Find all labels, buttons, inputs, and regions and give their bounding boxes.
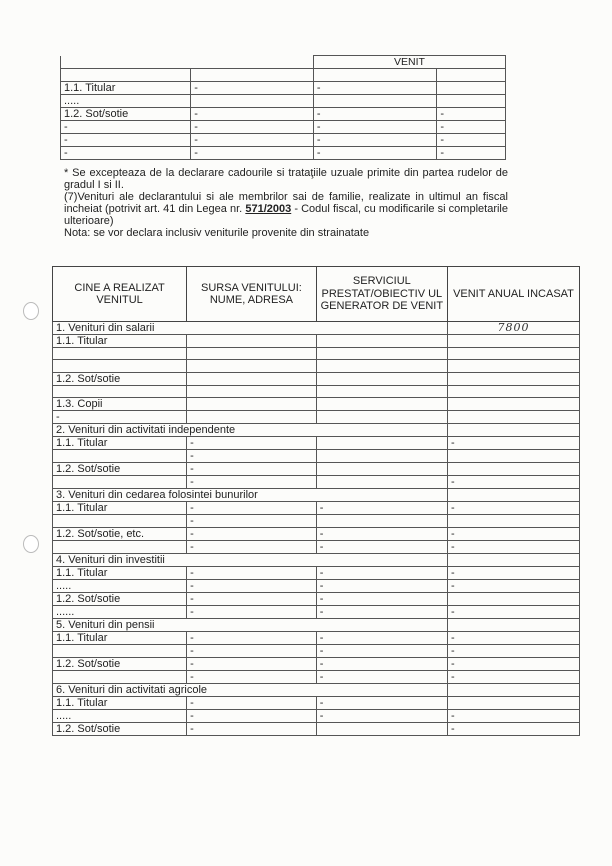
cell: [187, 348, 317, 360]
row-label: 1.1. Titular: [53, 335, 187, 348]
row-label: 1.2. Sot/sotie, etc.: [53, 528, 187, 541]
cell: -: [187, 723, 317, 736]
cell: -: [187, 593, 317, 606]
table-row: [53, 606, 580, 619]
cell: -: [191, 121, 314, 134]
cell: -: [447, 567, 579, 580]
cell: -: [447, 502, 579, 515]
table-row: [61, 95, 506, 108]
col-header-source: SURSA VENITULUI: NUME, ADRESA: [187, 267, 317, 322]
col-header-who: CINE A REALIZAT VENITUL: [53, 267, 187, 322]
cell: -: [316, 697, 447, 710]
cell: -: [187, 541, 317, 554]
cell: -: [313, 134, 436, 147]
table-row: [53, 372, 580, 385]
cell: -: [191, 108, 314, 121]
section-title: 4. Venituri din investitii: [53, 554, 448, 567]
section-row: [53, 554, 580, 567]
cell: -: [187, 515, 317, 528]
table-row: [53, 515, 580, 528]
row-label: ......: [53, 606, 187, 619]
cell: [316, 360, 447, 372]
cell: -: [447, 671, 579, 684]
cell: -: [437, 108, 506, 121]
row-label: .....: [53, 710, 187, 723]
row-label: [53, 385, 187, 397]
header-blank: [61, 56, 314, 69]
row-label: 1.2. Sot/sotie: [53, 372, 187, 385]
cell: -: [316, 710, 447, 723]
table-row: [53, 723, 580, 736]
cell: [187, 360, 317, 372]
cell: [316, 411, 447, 424]
cell: -: [316, 580, 447, 593]
cell: [316, 450, 447, 463]
cell: [316, 463, 447, 476]
table-row: [53, 567, 580, 580]
row-label: 1.1. Titular: [53, 567, 187, 580]
row-label: 1.1. Titular: [61, 82, 191, 95]
cell: -: [447, 632, 579, 645]
cell: [447, 360, 579, 372]
cell: -: [447, 528, 579, 541]
row-label: -: [53, 411, 187, 424]
handwritten-amount: [447, 684, 579, 697]
section-title: 2. Venituri din activitati independente: [53, 424, 448, 437]
table-row: [53, 528, 580, 541]
cell: [316, 437, 447, 450]
table-row: [53, 671, 580, 684]
cell: -: [447, 580, 579, 593]
table-row: [53, 360, 580, 372]
row-label: [53, 476, 187, 489]
table-row: [53, 450, 580, 463]
cell: [316, 385, 447, 397]
handwritten-amount: [447, 424, 579, 437]
cell: -: [316, 632, 447, 645]
handwritten-amount: 7800: [447, 322, 579, 335]
row-label: 1.3. Copii: [53, 398, 187, 411]
cell: [191, 95, 314, 108]
table-row: [53, 541, 580, 554]
row-label: [53, 348, 187, 360]
cell: [187, 411, 317, 424]
section-title: 1. Venituri din salarii: [53, 322, 448, 335]
cell: -: [316, 502, 447, 515]
cell: -: [187, 658, 317, 671]
cell: -: [316, 658, 447, 671]
note-gifts: * Se excepteaza de la declarare cadourile si trataţiile uzuale primite din partea rudelor de gradul I si II.: [64, 167, 508, 191]
row-label: -: [61, 121, 191, 134]
col-header-service: SERVICIUL PRESTAT/OBIECTIV UL GENERATOR DE VENIT: [316, 267, 447, 322]
cell: -: [447, 645, 579, 658]
cell: -: [187, 567, 317, 580]
cell: -: [316, 567, 447, 580]
cell: -: [187, 671, 317, 684]
cell: -: [187, 606, 317, 619]
cell: [437, 69, 506, 82]
table-row: [53, 593, 580, 606]
cell: -: [447, 606, 579, 619]
table-row: [53, 398, 580, 411]
cell: -: [447, 437, 579, 450]
row-label: [53, 645, 187, 658]
table-row: [53, 502, 580, 515]
cell: [437, 82, 506, 95]
cell: -: [187, 580, 317, 593]
cell: [187, 372, 317, 385]
cell: -: [187, 437, 317, 450]
table-row: [61, 134, 506, 147]
table-row: [53, 580, 580, 593]
cell: -: [447, 658, 579, 671]
punch-hole: [23, 535, 39, 553]
table-row: [53, 437, 580, 450]
cell: -: [187, 476, 317, 489]
table-row: [53, 385, 580, 397]
cell: -: [313, 147, 436, 160]
table-row: [53, 697, 580, 710]
row-label: [53, 671, 187, 684]
cell: [447, 411, 579, 424]
cell: -: [447, 710, 579, 723]
table-row: [61, 82, 506, 95]
table-row: [53, 335, 580, 348]
table-row: [53, 463, 580, 476]
cell: -: [316, 645, 447, 658]
table-row: [61, 108, 506, 121]
cell: -: [316, 528, 447, 541]
income-table-top: [60, 55, 506, 160]
header-venit: VENIT: [313, 56, 505, 69]
cell: [313, 95, 436, 108]
cell: -: [316, 671, 447, 684]
cell: [447, 463, 579, 476]
cell: -: [316, 593, 447, 606]
cell: [191, 69, 314, 82]
cell: [187, 335, 317, 348]
cell: [447, 450, 579, 463]
table-row: [61, 147, 506, 160]
cell: -: [187, 697, 317, 710]
cell: -: [187, 710, 317, 723]
col-header-income: VENIT ANUAL INCASAT: [447, 267, 579, 322]
row-label: 1.2. Sot/sotie: [53, 658, 187, 671]
cell: -: [313, 82, 436, 95]
table-row: [53, 411, 580, 424]
cell: [316, 515, 447, 528]
cell: [316, 476, 447, 489]
cell: -: [437, 147, 506, 160]
cell: -: [437, 134, 506, 147]
cell: -: [447, 541, 579, 554]
cell: -: [191, 134, 314, 147]
row-label: [53, 360, 187, 372]
cell: [447, 385, 579, 397]
section-row: [53, 424, 580, 437]
cell: [447, 697, 579, 710]
cell: -: [191, 82, 314, 95]
table-row: [53, 348, 580, 360]
cell: -: [313, 108, 436, 121]
section-row: [53, 684, 580, 697]
cell: [447, 335, 579, 348]
cell: -: [316, 541, 447, 554]
row-label: 1.2. Sot/sotie: [53, 463, 187, 476]
cell: -: [187, 463, 317, 476]
table-row: [61, 121, 506, 134]
cell: -: [187, 645, 317, 658]
cell: -: [447, 723, 579, 736]
table-row: [53, 710, 580, 723]
row-label: .....: [61, 95, 191, 108]
cell: [187, 385, 317, 397]
cell: [313, 69, 436, 82]
row-label: [53, 450, 187, 463]
cell: [447, 348, 579, 360]
cell: [187, 398, 317, 411]
cell: -: [316, 606, 447, 619]
row-label: 1.2. Sot/sotie: [61, 108, 191, 121]
table-row: [53, 632, 580, 645]
cell: [447, 593, 579, 606]
section-row: [53, 619, 580, 632]
table-row: [61, 69, 506, 82]
cell: -: [191, 147, 314, 160]
cell: [316, 348, 447, 360]
row-label: 1.1. Titular: [53, 697, 187, 710]
section-title: 6. Venituri din activitati agricole: [53, 684, 448, 697]
cell: [316, 372, 447, 385]
note-foreign-income: Nota: se vor declara inclusiv veniturile provenite din strainatate: [64, 227, 370, 239]
cell: -: [313, 121, 436, 134]
notes-block: [64, 167, 508, 239]
income-table-main: [52, 266, 580, 736]
cell: [437, 95, 506, 108]
table-row: [53, 658, 580, 671]
row-label: 1.2. Sot/sotie: [53, 593, 187, 606]
table-row: [53, 645, 580, 658]
punch-hole: [23, 302, 39, 320]
row-label: [53, 541, 187, 554]
handwritten-amount: [447, 554, 579, 567]
cell: [316, 398, 447, 411]
cell: [316, 335, 447, 348]
row-label: 1.1. Titular: [53, 502, 187, 515]
cell: [447, 398, 579, 411]
cell: -: [187, 632, 317, 645]
section-row: [53, 322, 580, 335]
cell: [316, 723, 447, 736]
handwritten-amount: [447, 489, 579, 502]
cell: -: [187, 450, 317, 463]
cell: -: [187, 502, 317, 515]
table-row: [53, 476, 580, 489]
row-label: .....: [53, 580, 187, 593]
row-label: 1.2. Sot/sotie: [53, 723, 187, 736]
section-row: [53, 489, 580, 502]
row-label: [61, 69, 191, 82]
row-label: 1.1. Titular: [53, 437, 187, 450]
cell: -: [447, 476, 579, 489]
row-label: [53, 515, 187, 528]
handwritten-amount: [447, 619, 579, 632]
cell: -: [437, 121, 506, 134]
row-label: -: [61, 134, 191, 147]
cell: -: [187, 528, 317, 541]
row-label: -: [61, 147, 191, 160]
note-section-7: (7)Venituri ale declarantului si ale membrilor sai de familie, realizate in ultimul an fiscal incheiat (potrivit art. 41 din Legea nr. 571/2003 - Codul fiscal, cu modificarile si completarile ulterioare): [64, 191, 508, 227]
section-title: 3. Venituri din cedarea folosintei bunurilor: [53, 489, 448, 502]
section-title: 5. Venituri din pensii: [53, 619, 448, 632]
row-label: 1.1. Titular: [53, 632, 187, 645]
cell: [447, 372, 579, 385]
cell: [447, 515, 579, 528]
